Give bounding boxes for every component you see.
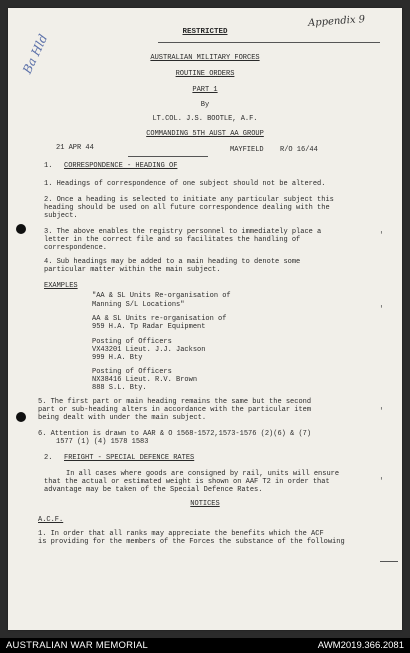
paragraph-2-line3: subject.: [44, 212, 78, 220]
section1-heading: CORRESPONDENCE - HEADING OF: [64, 162, 178, 170]
paragraph-5-line2: part or sub-heading alters in accordance with the particular item: [38, 406, 312, 414]
section2-line1: In all cases where goods are consigned by rail, units will ensure: [66, 470, 340, 478]
archive-reference: AWM2019.366.2081: [317, 640, 404, 651]
paragraph-2-line1: 2. Once a heading is selected to initiate any particular subject this: [44, 196, 334, 204]
example-3-line3: 999 H.A. Bty: [92, 354, 143, 362]
paragraph-3-line1: 3. The above enables the registry personnel to immediately place a: [44, 228, 322, 236]
notices-heading: NOTICES: [190, 500, 220, 508]
officer-name: LT.COL. J.S. BOOTLE, A.F.: [152, 115, 258, 123]
example-1-line1: "AA & SL Units Re-organisation of: [92, 292, 231, 300]
margin-tick-mark: ': [380, 230, 383, 241]
order-number: R/O 16/44: [280, 146, 318, 154]
header-rule: [158, 42, 380, 43]
margin-tick-mark: ': [380, 476, 383, 487]
section1-number: 1.: [44, 162, 53, 170]
org-name: AUSTRALIAN MILITARY FORCES: [150, 54, 260, 62]
section2-number: 2.: [44, 454, 53, 462]
section2-line2: that the actual or estimated weight is shown on AAF T2 in order that: [44, 478, 330, 486]
example-1-line2: Manning S/L Locations": [92, 301, 185, 309]
part-label: PART 1: [192, 86, 218, 94]
appendix-handwritten-note: Appendix 9: [307, 14, 366, 29]
paragraph-3-line3: correspondence.: [44, 244, 108, 252]
example-4-line3: 888 S.L. Bty.: [92, 384, 147, 392]
paragraph-4-line2: particular matter within the main subject.: [44, 266, 221, 274]
example-3-line1: Posting of Officers: [92, 338, 172, 346]
section2-line3: advantage may be taken of the Special Defence Rates.: [44, 486, 263, 494]
acf-heading: A.C.F.: [38, 516, 64, 524]
orders-title: ROUTINE ORDERS: [175, 70, 235, 78]
order-date: 21 APR 44: [56, 144, 94, 152]
paragraph-5-line1: 5. The first part or main heading remains the same but the second: [38, 398, 312, 406]
example-3-line2: VX43201 Lieut. J.J. Jackson: [92, 346, 206, 354]
archive-footer-bar: [0, 638, 410, 653]
margin-handwritten-note: Ba Hld: [20, 32, 51, 76]
example-4-line1: Posting of Officers: [92, 368, 172, 376]
examples-label: EXAMPLES: [44, 282, 78, 290]
paragraph-5-line3: being dealt with under the main subject.: [38, 414, 207, 422]
example-2-line1: AA & SL Units re-organisation of: [92, 315, 227, 323]
paragraph-6-line2: 1577 (1) (4) 1578 1583: [56, 438, 149, 446]
notice-1-line2: is providing for the members of the Forces the substance of the following: [38, 538, 345, 546]
margin-tick-mark: ': [380, 406, 383, 417]
paragraph-1: 1. Headings of correspondence of one subject should not be altered.: [44, 180, 326, 188]
example-4-line2: NX38416 Lieut. R.V. Brown: [92, 376, 198, 384]
punch-hole: [16, 224, 26, 234]
example-2-line2: 959 H.A. Tp Radar Equipment: [92, 323, 206, 331]
punch-hole: [16, 412, 26, 422]
archive-name: AUSTRALIAN WAR MEMORIAL: [6, 640, 149, 651]
margin-dash-mark: [380, 561, 398, 562]
restricted-stamp: RESTRICTED: [182, 28, 228, 36]
document-page: [8, 8, 402, 630]
paragraph-2-line2: heading should be used on all future correspondence dealing with the: [44, 204, 330, 212]
place-rule: [128, 156, 208, 157]
paragraph-6-line1: 6. Attention is drawn to AAR & O 1568-1572,1573-1576 (2)(6) & (7): [38, 430, 312, 438]
paragraph-3-line2: letter in the correct file and so facilitates the handling of: [44, 236, 301, 244]
by-label: By: [200, 101, 210, 109]
command-name: COMMANDING 5TH AUST AA GROUP: [146, 130, 264, 138]
notice-1-line1: 1. In order that all ranks may appreciate the benefits which the ACF: [38, 530, 324, 538]
paragraph-4-line1: 4. Sub headings may be added to a main heading to denote some: [44, 258, 301, 266]
section2-heading: FREIGHT - SPECIAL DEFENCE RATES: [64, 454, 195, 462]
order-place: MAYFIELD: [230, 146, 264, 154]
margin-tick-mark: ': [380, 304, 383, 315]
